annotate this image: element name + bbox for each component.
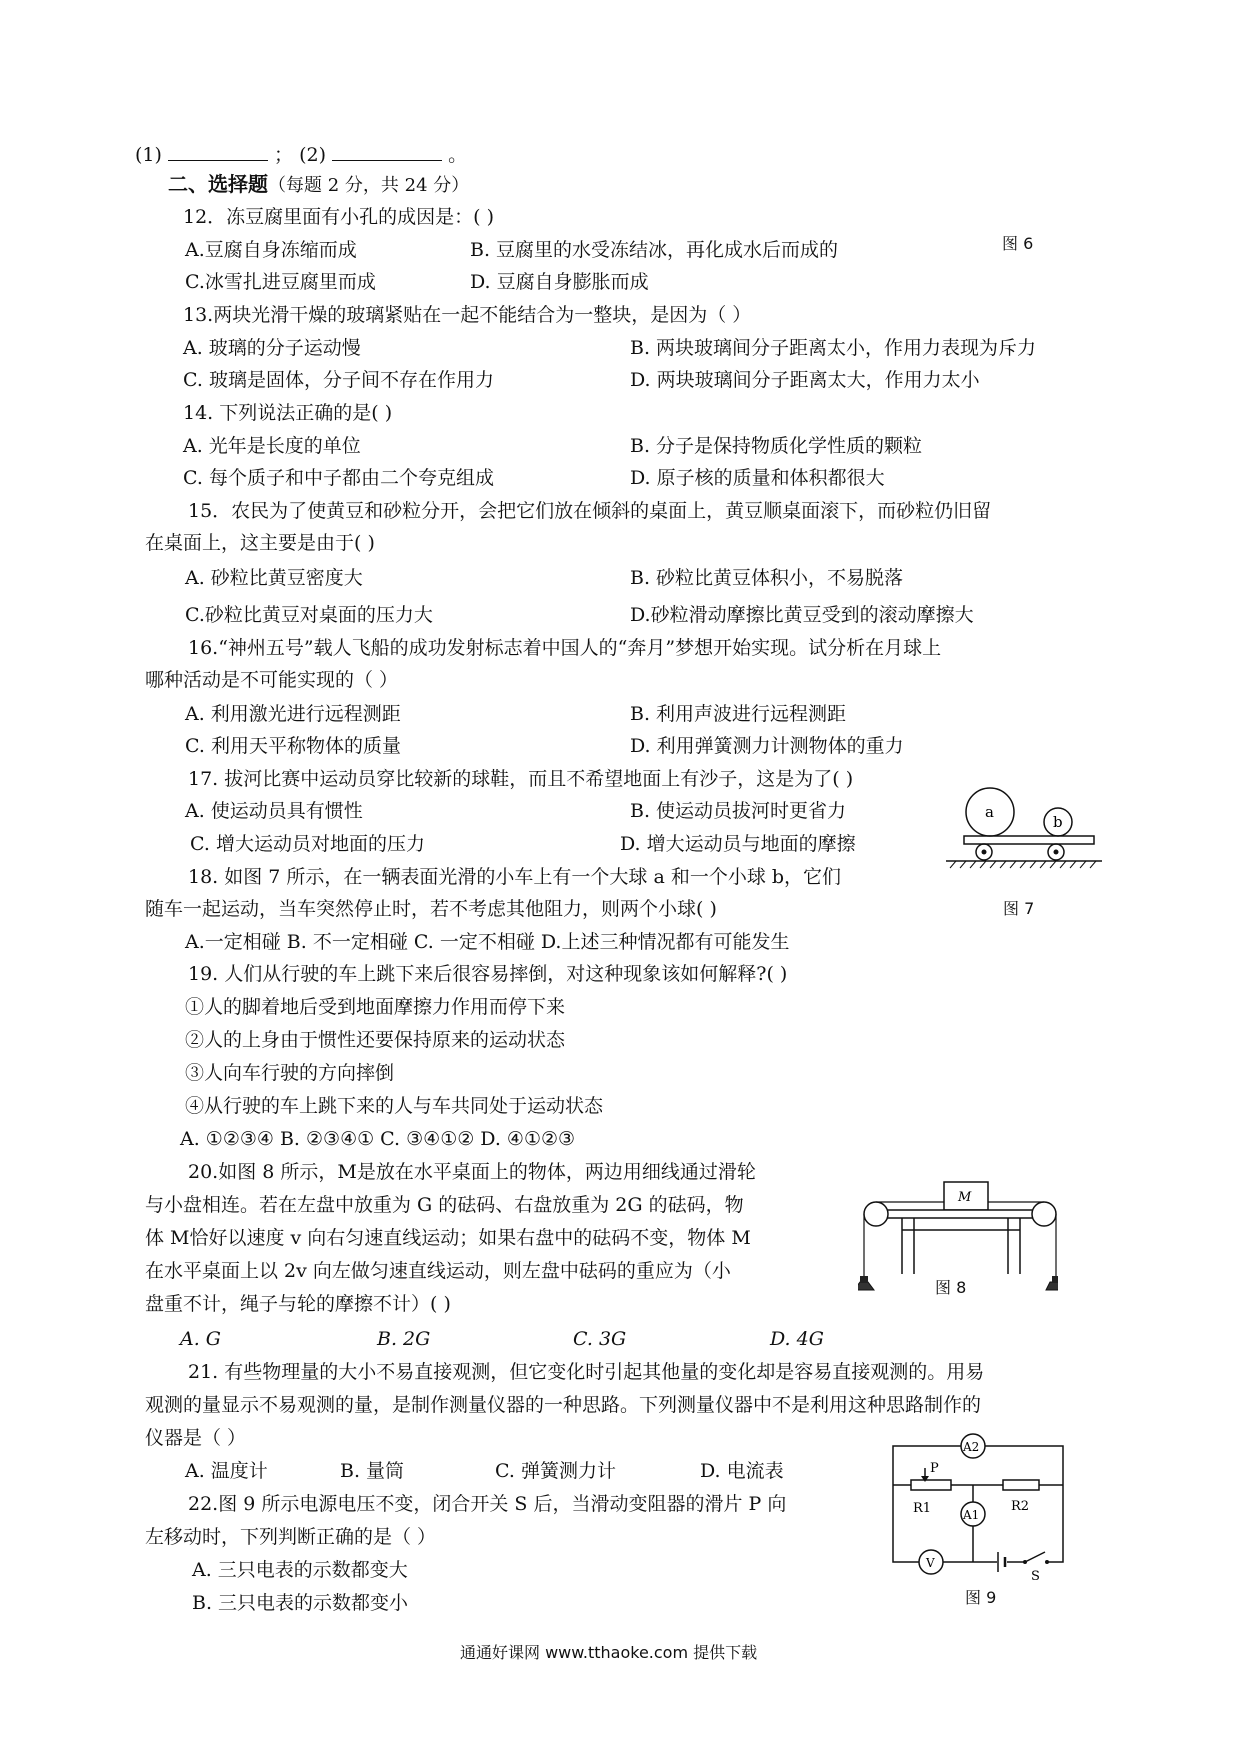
q18-options[interactable]: A.一定相碰 B. 不一定相碰 C. 一定不相碰 D.上述三种情况都有可能发生 <box>185 931 790 953</box>
fig9-caption: 图 9 <box>965 1588 997 1607</box>
fig7-ground-hatch <box>950 861 1096 868</box>
answer-blank-2[interactable] <box>332 142 442 161</box>
q19-statement-4: ④从行驶的车上跳下来的人与车共同处于运动状态 <box>185 1095 604 1117</box>
q21-option-a[interactable]: A. 温度计 <box>185 1460 268 1482</box>
fig7-label-b: b <box>1053 813 1063 831</box>
q12-stem: 12．冻豆腐里面有小孔的成因是：( ) <box>183 206 495 228</box>
section-note: （每题 2 分，共 24 分） <box>268 175 470 196</box>
fig7-label-a: a <box>985 803 994 821</box>
q12-option-b[interactable]: B. 豆腐里的水受冻结冰，再化成水后而成的 <box>470 239 839 261</box>
q17-option-c[interactable]: C. 增大运动员对地面的压力 <box>190 833 425 855</box>
fig7-wheel-left-hub <box>982 850 987 855</box>
q19-stem: 19. 人们从行驶的车上跳下来后很容易摔倒，对这种现象该如何解释?( ) <box>188 963 788 985</box>
q12-option-d[interactable]: D. 豆腐自身膨胀而成 <box>470 271 649 293</box>
q20-line5: 盘重不计，绳子与轮的摩擦不计）( ) <box>145 1293 451 1315</box>
q20-line2: 与小盘相连。若在左盘中放重为 G 的砝码、右盘放重为 2G 的砝码，物 <box>145 1194 744 1216</box>
q14-stem: 14. 下列说法正确的是( ) <box>183 402 393 424</box>
q19-statement-1: ①人的脚着地后受到地面摩擦力作用而停下来 <box>185 996 566 1018</box>
q13-option-d[interactable]: D. 两块玻璃间分子距离太大，作用力太小 <box>630 369 980 391</box>
q16-option-a[interactable]: A. 利用激光进行远程测距 <box>185 703 401 725</box>
q21-line3: 仪器是（ ） <box>145 1427 247 1449</box>
q13-option-b[interactable]: B. 两块玻璃间分子距离太小，作用力表现为斥力 <box>630 337 1037 359</box>
fig8-pan-right <box>1046 1282 1058 1290</box>
q20-option-c[interactable]: C. 3G <box>573 1328 627 1350</box>
q12-option-a[interactable]: A.豆腐自身冻缩而成 <box>185 239 357 261</box>
fig8-weight-left <box>860 1276 868 1282</box>
fig9-label-a1: A1 <box>963 1508 980 1522</box>
q18-stem-line1: 18. 如图 7 所示，在一辆表面光滑的小车上有一个大球 a 和一个小球 b，它们 <box>188 866 842 888</box>
q20-option-d[interactable]: D. 4G <box>770 1328 824 1350</box>
section-heading <box>168 172 469 198</box>
q16-stem-line2: 哪种活动是不可能实现的（ ） <box>145 669 399 691</box>
q15-option-d[interactable]: D.砂粒滑动摩擦比黄豆受到的滚动摩擦大 <box>630 604 974 626</box>
q17-option-b[interactable]: B. 使运动员拔河时更省力 <box>630 800 847 822</box>
answer-line: (1) ； (2) 。 <box>135 144 468 166</box>
fig9-rheostat-r1 <box>911 1480 951 1490</box>
q13-stem: 13.两块光滑干燥的玻璃紧贴在一起不能结合为一整块，是因为（ ） <box>183 304 752 326</box>
fig6-caption: 图 6 <box>1002 234 1034 253</box>
page-footer: 通通好课网 www.tthaoke.com 提供下载 <box>460 1643 758 1662</box>
q16-option-b[interactable]: B. 利用声波进行远程测距 <box>630 703 847 725</box>
q20-line1: 20.如图 8 所示，M是放在水平桌面上的物体，两边用细线通过滑轮 <box>188 1161 756 1183</box>
q22-line1: 22.图 9 所示电源电压不变，闭合开关 S 后，当滑动变阻器的滑片 P 向 <box>188 1493 787 1515</box>
q16-option-d[interactable]: D. 利用弹簧测力计测物体的重力 <box>630 735 904 757</box>
q12-option-c[interactable]: C.冰雪扎进豆腐里而成 <box>185 271 376 293</box>
q14-option-a[interactable]: A. 光年是长度的单位 <box>183 435 361 457</box>
q22-option-b[interactable]: B. 三只电表的示数都变小 <box>192 1592 409 1614</box>
fig9-label-a2: A2 <box>963 1440 980 1454</box>
q21-option-b[interactable]: B. 量筒 <box>340 1460 405 1482</box>
fig9-resistor-r2 <box>1003 1480 1039 1490</box>
fig7-caption: 图 7 <box>1003 899 1035 918</box>
section-title: 二、选择题 <box>168 172 268 196</box>
fig9-label-v: V <box>926 1556 935 1570</box>
fig9-label-p: P <box>930 1461 939 1476</box>
fig9-switch-pivot <box>1023 1560 1027 1564</box>
q13-option-a[interactable]: A. 玻璃的分子运动慢 <box>183 337 361 359</box>
q14-option-d[interactable]: D. 原子核的质量和体积都很大 <box>630 467 885 489</box>
q21-option-c[interactable]: C. 弹簧测力计 <box>495 1460 616 1482</box>
fig8-table-top <box>880 1210 1040 1218</box>
q14-option-c[interactable]: C. 每个质子和中子都由二个夸克组成 <box>183 467 494 489</box>
q20-option-b[interactable]: B. 2G <box>377 1328 431 1350</box>
q19-statement-2: ②人的上身由于惯性还要保持原来的运动状态 <box>185 1029 566 1051</box>
fig9-label-r1: R1 <box>913 1501 932 1516</box>
q17-stem: 17. 拔河比赛中运动员穿比较新的球鞋，而且不希望地面上有沙子，这是为了( ) <box>188 768 854 790</box>
fig9-label-s: S <box>1031 1569 1040 1582</box>
q15-stem-line1: 15．农民为了使黄豆和砂粒分开，会把它们放在倾斜的桌面上，黄豆顺桌面滚下，而砂粒仍旧留 <box>188 500 992 522</box>
fig8-weight-right <box>1052 1276 1058 1282</box>
q16-option-c[interactable]: C. 利用天平称物体的质量 <box>185 735 401 757</box>
figure-9 <box>885 1432 1075 1582</box>
q19-statement-3: ③人向车行驶的方向摔倒 <box>185 1062 395 1084</box>
q21-line2: 观测的量显示不易观测的量，是制作测量仪器的一种思路。下列测量仪器中不是利用这种思路制作的 <box>145 1394 982 1416</box>
q15-stem-line2: 在桌面上，这主要是由于( ) <box>145 532 375 554</box>
q20-line3: 体 M恰好以速度 v 向右匀速直线运动；如果右盘中的砝码不变，物体 M <box>145 1227 751 1249</box>
q20-option-a[interactable]: A. G <box>180 1328 221 1350</box>
q22-line2: 左移动时，下列判断正确的是（ ） <box>145 1526 437 1548</box>
q16-stem-line1: 16.“神州五号”载人飞船的成功发射标志着中国人的“奔月”梦想开始实现。试分析在月球上 <box>188 637 942 659</box>
q15-option-b[interactable]: B. 砂粒比黄豆体积小，不易脱落 <box>630 567 904 589</box>
fig8-pulley-right <box>1032 1202 1056 1226</box>
fig8-pulley-left <box>864 1202 888 1226</box>
q14-option-b[interactable]: B. 分子是保持物质化学性质的颗粒 <box>630 435 923 457</box>
q21-option-d[interactable]: D. 电流表 <box>700 1460 784 1482</box>
q17-option-d[interactable]: D. 增大运动员与地面的摩擦 <box>620 833 856 855</box>
q22-option-a[interactable]: A. 三只电表的示数都变大 <box>192 1559 408 1581</box>
q20-line4: 在水平桌面上以 2v 向左做匀速直线运动，则左盘中砝码的重应为（小 <box>145 1260 731 1282</box>
q17-option-a[interactable]: A. 使运动员具有惯性 <box>185 800 363 822</box>
fig8-pan-left <box>858 1282 874 1290</box>
q18-stem-line2: 随车一起运动，当车突然停止时，若不考虑其他阻力，则两个小球( ) <box>145 898 717 920</box>
q21-line1: 21. 有些物理量的大小不易直接观测，但它变化时引起其他量的变化却是容易直接观测的。用易 <box>188 1361 985 1383</box>
fig8-caption: 图 8 <box>935 1278 967 1297</box>
q15-option-c[interactable]: C.砂粒比黄豆对桌面的压力大 <box>185 604 433 626</box>
fig7-cart <box>964 836 1094 844</box>
fig9-switch-contact <box>1045 1560 1049 1564</box>
q19-options[interactable]: A. ①②③④ B. ②③④① C. ③④①② D. ④①②③ <box>180 1128 576 1150</box>
fig7-wheel-right-hub <box>1054 850 1059 855</box>
fig8-label-m: M <box>958 1190 972 1205</box>
q13-option-c[interactable]: C. 玻璃是固体，分子间不存在作用力 <box>183 369 494 391</box>
answer-blank-1[interactable] <box>168 142 268 161</box>
fig9-label-r2: R2 <box>1011 1499 1030 1514</box>
q15-option-a[interactable]: A. 砂粒比黄豆密度大 <box>185 567 363 589</box>
figure-7 <box>944 782 1104 872</box>
